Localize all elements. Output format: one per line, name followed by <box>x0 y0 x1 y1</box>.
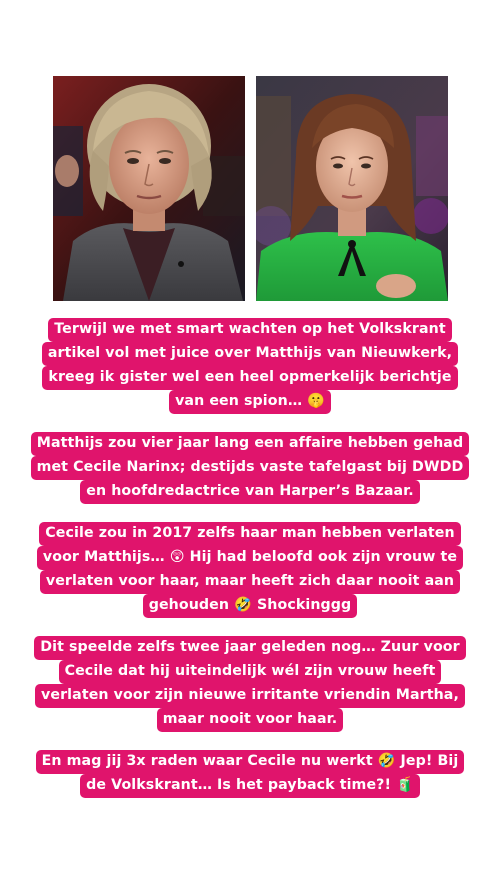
caption-4 <box>0 636 500 732</box>
caption-4-line-1: Dit speelde zelfs twee jaar geleden nog… Zuur voor <box>34 636 465 660</box>
photo-matthijs-image <box>53 76 245 301</box>
caption-3-line-3: verlaten voor haar, maar heeft zich daar nooit aan <box>40 570 460 594</box>
caption-2-line-3: en hoofdredactrice van Harper’s Bazaar. <box>80 480 419 504</box>
caption-3-line-1: Cecile zou in 2017 zelfs haar man hebben verlaten <box>39 522 460 546</box>
caption-4-line-2: Cecile dat hij uiteindelijk wél zijn vrouw heeft <box>59 660 442 684</box>
caption-4-line-3: verlaten voor zijn nieuwe irritante vriendin Martha, <box>35 684 465 708</box>
caption-5-line-1: En mag jij 3x raden waar Cecile nu werkt 🤣 Jep! Bij <box>36 750 465 774</box>
caption-3-line-2: voor Matthijs… 😲 Hij had beloofd ook zijn vrouw te <box>37 546 463 570</box>
caption-5-line-2: de Volkskrant… Is het payback time?! 🧃 <box>80 774 420 798</box>
caption-2-line-1: Matthijs zou vier jaar lang een affaire hebben gehad <box>31 432 469 456</box>
caption-1-line-2: artikel vol met juice over Matthijs van Nieuwkerk, <box>42 342 458 366</box>
caption-1-line-1: Terwijl we met smart wachten op het Volkskrant <box>48 318 451 342</box>
photo-cecile-image <box>256 76 448 301</box>
photo-cecile <box>256 76 448 301</box>
caption-2-line-2: met Cecile Narinx; destijds vaste tafelgast bij DWDD <box>31 456 470 480</box>
caption-1-line-3: kreeg ik gister wel een heel opmerkelijk berichtje <box>42 366 457 390</box>
caption-4-line-4: maar nooit voor haar. <box>157 708 343 732</box>
caption-1 <box>0 318 500 414</box>
caption-3-line-4: gehouden 🤣 Shockinggg <box>143 594 358 618</box>
caption-2 <box>0 432 500 504</box>
caption-5 <box>0 750 500 798</box>
captions-area <box>0 318 500 816</box>
caption-3 <box>0 522 500 618</box>
caption-1-line-4: van een spion… 🤫 <box>169 390 331 414</box>
photo-matthijs <box>53 76 245 301</box>
